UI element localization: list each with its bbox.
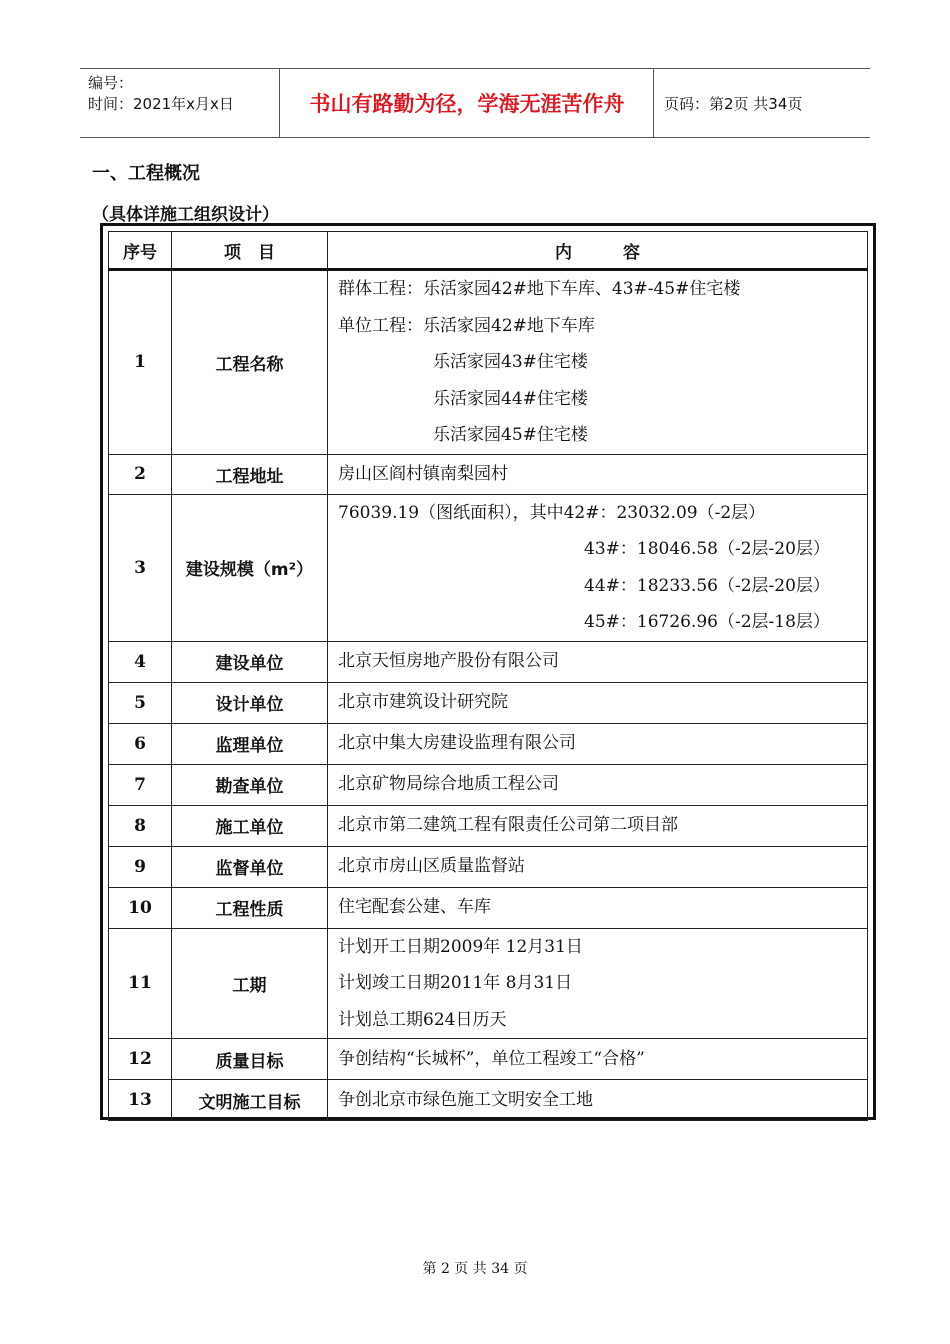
- content-line: 乐活家园44#住宅楼: [433, 388, 588, 409]
- table-row: [109, 682, 868, 723]
- content-line: 计划开工日期2009年 12月31日: [338, 936, 583, 957]
- row-content: [328, 1080, 868, 1121]
- table-row: [109, 846, 868, 887]
- row-number: 8: [109, 805, 172, 846]
- content-line: 房山区阎村镇南梨园村: [338, 463, 508, 484]
- content-line: 群体工程：乐活家园42#地下车库、43#-45#住宅楼: [338, 279, 741, 299]
- content-line: 争创北京市绿色施工文明安全工地: [338, 1089, 593, 1110]
- row-item: 建设单位: [172, 641, 328, 682]
- page-footer: 第 2 页 共 34 页: [422, 1261, 528, 1277]
- row-content: [328, 928, 868, 1039]
- document-time-label: 时间：2021年x月x日: [88, 95, 234, 113]
- table-row: [109, 723, 868, 764]
- row-item: 监督单位: [172, 846, 328, 887]
- row-content: [328, 764, 868, 805]
- content-line: 北京市房山区质量监督站: [338, 856, 525, 877]
- row-number: 3: [109, 494, 172, 641]
- row-content: [328, 641, 868, 682]
- row-content: [328, 1039, 868, 1080]
- row-content: [328, 454, 868, 494]
- page-header: [80, 68, 870, 138]
- table-row: [109, 1080, 868, 1121]
- row-number: 10: [109, 887, 172, 928]
- row-item: 设计单位: [172, 682, 328, 723]
- content-line: 北京市第二建筑工程有限责任公司第二项目部: [338, 815, 678, 836]
- header-motto: 书山有路勤为径，学海无涯苦作舟: [281, 69, 654, 137]
- content-line: 计划总工期624日历天: [338, 1009, 507, 1030]
- header-page-label: 页码：第2页 共34页: [664, 94, 803, 113]
- row-item: 文明施工目标: [172, 1080, 328, 1121]
- content-line: 计划竣工日期2011年 8月31日: [338, 973, 573, 993]
- table-header-row: [109, 232, 868, 270]
- row-number: 12: [109, 1039, 172, 1080]
- content-line: 北京矿物局综合地质工程公司: [338, 774, 559, 795]
- document-number-label: 编号：: [88, 74, 134, 92]
- content-line: 45#：16726.96（-2层-18层）: [584, 612, 830, 632]
- row-content: [328, 682, 868, 723]
- section-title: 一、工程概况: [92, 163, 200, 184]
- section-subtitle: （具体详施工组织设计）: [92, 205, 279, 225]
- row-number: 4: [109, 641, 172, 682]
- content-line: 住宅配套公建、车库: [338, 897, 491, 918]
- column-header-no: 序号: [109, 232, 172, 270]
- content-line: 单位工程：乐活家园42#地下车库: [338, 315, 595, 336]
- row-number: 9: [109, 846, 172, 887]
- content-line: 北京中集大房建设监理有限公司: [338, 733, 576, 754]
- row-item: 工期: [172, 928, 328, 1039]
- table-row: [109, 805, 868, 846]
- table-row: [109, 928, 868, 1039]
- row-item: 建设规模（m²）: [172, 494, 328, 641]
- row-number: 1: [109, 270, 172, 455]
- table-row: [109, 1039, 868, 1080]
- row-item: 工程地址: [172, 454, 328, 494]
- row-content: [328, 887, 868, 928]
- content-line: 乐活家园43#住宅楼: [433, 352, 588, 372]
- content-line: 76039.19（图纸面积），其中42#：23032.09（-2层）: [338, 502, 766, 523]
- row-item: 勘查单位: [172, 764, 328, 805]
- content-line: 乐活家园45#住宅楼: [433, 425, 588, 445]
- overview-table: [108, 231, 868, 1121]
- table-row: [109, 887, 868, 928]
- row-content: [328, 805, 868, 846]
- content-line: 争创结构“长城杯”，单位工程竣工“合格”: [338, 1048, 645, 1069]
- row-content: [328, 270, 868, 455]
- header-meta: [80, 69, 280, 137]
- table-body: [109, 270, 868, 1121]
- row-content: [328, 494, 868, 641]
- row-number: 7: [109, 764, 172, 805]
- row-item: 监理单位: [172, 723, 328, 764]
- table-row: [109, 764, 868, 805]
- row-content: [328, 846, 868, 887]
- content-line: 44#：18233.56（-2层-20层）: [584, 575, 830, 596]
- table-row: [109, 270, 868, 455]
- content-line: 43#：18046.58（-2层-20层）: [584, 539, 830, 559]
- row-number: 5: [109, 682, 172, 723]
- row-number: 6: [109, 723, 172, 764]
- row-item: 工程性质: [172, 887, 328, 928]
- overview-table-frame: [100, 223, 876, 1120]
- row-content: [328, 723, 868, 764]
- table-row: [109, 494, 868, 641]
- column-header-item: 项 目: [172, 232, 328, 270]
- row-item: 工程名称: [172, 270, 328, 455]
- row-item: 施工单位: [172, 805, 328, 846]
- row-item: 质量目标: [172, 1039, 328, 1080]
- table-row: [109, 454, 868, 494]
- table-row: [109, 641, 868, 682]
- content-line: 北京天恒房地产股份有限公司: [338, 651, 559, 672]
- column-header-content: 内 容: [328, 232, 868, 270]
- row-number: 2: [109, 454, 172, 494]
- row-number: 13: [109, 1080, 172, 1121]
- row-number: 11: [109, 928, 172, 1039]
- content-line: 北京市建筑设计研究院: [338, 692, 508, 713]
